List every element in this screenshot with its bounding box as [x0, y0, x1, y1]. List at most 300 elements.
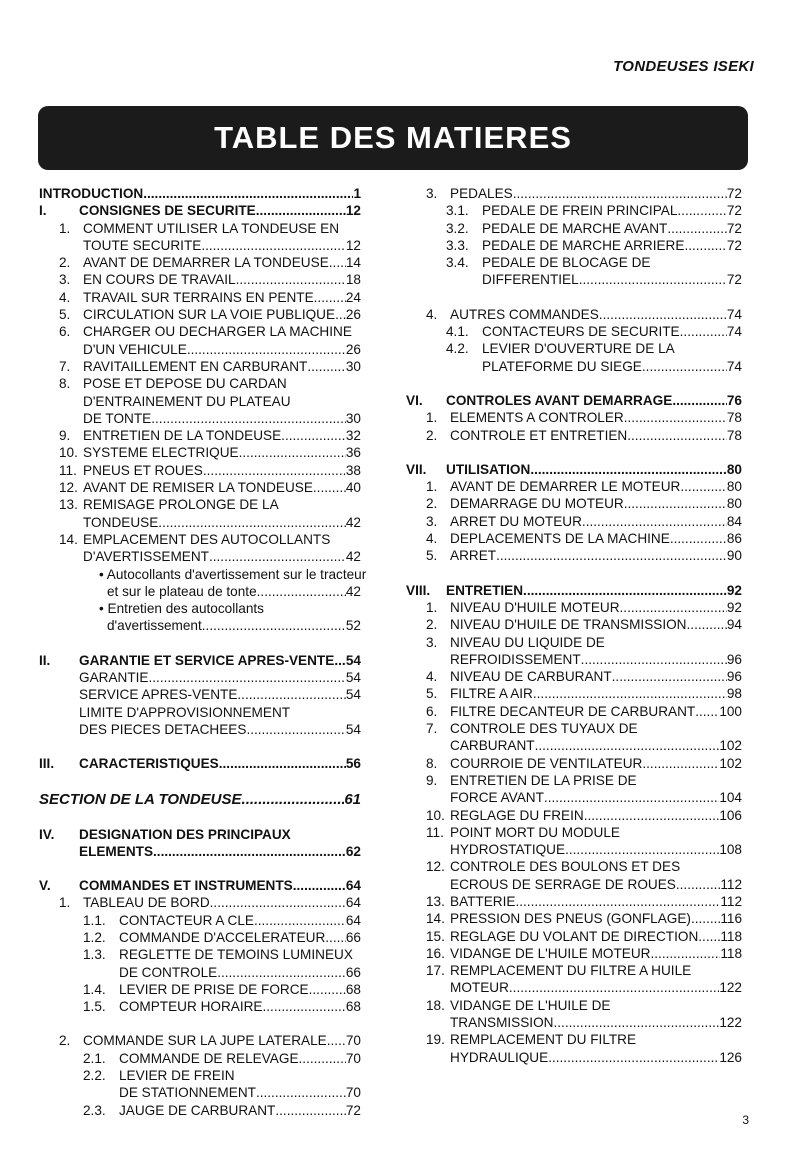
toc-entry-title: SECTION DE LA TONDEUSE	[39, 791, 242, 809]
toc-entry	[39, 479, 361, 496]
toc-entry-title: CIRCULATION SUR LA VOIE PUBLIQUE	[83, 307, 336, 323]
toc-entry-number: 3.	[426, 186, 438, 201]
toc-entry	[406, 910, 742, 927]
toc-entry-number: 2.	[426, 427, 438, 443]
toc-entry-title: CONSIGNES DE SECURITE	[79, 203, 256, 219]
toc-entry	[39, 323, 361, 340]
toc-right-column	[406, 185, 742, 1066]
toc-entry-page: 94	[726, 617, 742, 633]
dot-leader	[535, 737, 720, 754]
dot-leader	[698, 928, 720, 945]
toc-entry	[39, 755, 361, 772]
section-spacer	[406, 444, 742, 461]
toc-entry	[406, 616, 742, 633]
toc-entry-number: V.	[39, 878, 51, 894]
toc-entry-number: VIII.	[406, 582, 431, 598]
toc-entry	[406, 962, 742, 979]
toc-entry	[39, 410, 361, 427]
toc-entry	[39, 237, 361, 254]
dot-leader	[242, 791, 345, 808]
toc-entry-page: 42	[345, 583, 361, 599]
toc-entry-page: 90	[726, 548, 742, 564]
dot-leader	[530, 461, 727, 478]
toc-entry-title: CONTACTEURS DE SECURITE	[482, 324, 680, 340]
toc-entry-number: 14.	[426, 911, 445, 927]
toc-entry-number: 8.	[59, 376, 71, 392]
toc-entry-number: 6.	[59, 324, 71, 340]
toc-entry	[39, 929, 361, 946]
toc-entry-number: 14.	[59, 531, 78, 547]
toc-entry-title: • Entretien des autocollants	[99, 601, 264, 617]
toc-entry-title: ENTRETIEN	[446, 582, 524, 598]
dot-leader	[254, 912, 346, 929]
toc-entry-number: 4.	[426, 531, 438, 547]
toc-entry	[406, 997, 742, 1014]
toc-entry-title: LEVIER DE FREIN	[119, 1068, 235, 1084]
toc-entry	[406, 340, 742, 357]
toc-entry-title: POINT MORT DU MODULE	[450, 824, 620, 840]
dot-leader	[553, 1014, 719, 1031]
toc-entry	[406, 237, 742, 254]
toc-entry	[406, 582, 742, 599]
toc-entry-page: 54	[345, 670, 361, 686]
toc-entry-number: 3.	[426, 634, 438, 650]
toc-entry	[39, 427, 361, 444]
toc-entry-title: COMPTEUR HORAIRE	[119, 999, 263, 1015]
toc-entry	[39, 686, 361, 703]
toc-entry	[39, 444, 361, 461]
toc-entry-title: NIVEAU DE CARBURANT	[450, 669, 612, 685]
toc-entry-page: 64	[345, 912, 361, 928]
toc-entry-title: DE TONTE	[83, 410, 152, 426]
toc-entry-number: 5.	[426, 548, 438, 564]
page-title: TABLE DES MATIERES	[214, 120, 572, 155]
dot-leader	[548, 1049, 719, 1066]
toc-entry	[39, 1032, 361, 1049]
toc-entry	[406, 945, 742, 962]
toc-entry-page: 122	[719, 980, 742, 996]
toc-entry-title: DIFFERENTIEL	[482, 272, 579, 288]
toc-entry-title: CARBURANT	[450, 738, 535, 754]
dot-leader	[236, 271, 346, 288]
toc-entry-page: 38	[345, 462, 361, 478]
toc-entry	[406, 513, 742, 530]
toc-entry	[406, 530, 742, 547]
toc-entry-page: 72	[726, 220, 742, 236]
toc-entry	[406, 893, 742, 910]
toc-entry	[39, 496, 361, 513]
toc-entry	[39, 790, 361, 809]
toc-entry	[39, 358, 361, 375]
toc-entry	[406, 461, 742, 478]
toc-entry-number: 13.	[426, 893, 445, 909]
toc-entry-title: VIDANGE DE L'HUILE DE	[450, 997, 611, 1013]
toc-entry-number: 17.	[426, 963, 445, 979]
toc-entry-number: 1.1.	[83, 912, 106, 928]
toc-entry	[39, 704, 361, 721]
dot-leader	[335, 306, 346, 323]
toc-entry-number: 15.	[426, 928, 445, 944]
toc-entry-number: 6.	[426, 703, 438, 719]
toc-entry	[39, 617, 361, 634]
toc-entry-page: 72	[726, 237, 742, 253]
dot-leader	[579, 271, 727, 288]
toc-entry-number: 4.2.	[446, 341, 469, 357]
toc-entry-page: 78	[726, 427, 742, 443]
toc-entry-number: 5.	[426, 686, 438, 702]
toc-entry-title: DE CONTROLE	[119, 964, 218, 980]
toc-entry-page: 26	[345, 307, 361, 323]
toc-entry-number: 9.	[59, 428, 71, 444]
toc-entry	[39, 912, 361, 929]
title-banner	[38, 106, 748, 170]
toc-entry-page: 66	[345, 964, 361, 980]
toc-entry-page: 62	[345, 843, 361, 859]
toc-entry-page: 61	[344, 791, 361, 809]
toc-entry-number: VI.	[406, 392, 423, 408]
dot-leader	[544, 789, 719, 806]
toc-entry-title: REMISAGE PROLONGE DE LA	[83, 497, 279, 513]
toc-entry	[39, 202, 361, 219]
toc-entry	[39, 531, 361, 548]
toc-entry-title: UTILISATION	[446, 461, 531, 477]
toc-entry-number: III.	[39, 756, 55, 772]
toc-entry	[406, 703, 742, 720]
toc-entry-number: 1.2.	[83, 929, 106, 945]
toc-entry	[406, 720, 742, 737]
dot-leader	[201, 237, 346, 254]
toc-entry-title: REFROIDISSEMENT	[450, 651, 581, 667]
toc-entry-title: PNEUS ET ROUES	[83, 462, 203, 478]
toc-entry	[406, 1031, 742, 1048]
toc-entry-title: COMMANDES ET INSTRUMENTS	[79, 878, 293, 894]
toc-entry-page: 92	[726, 599, 742, 615]
toc-entry-number: 4.	[426, 669, 438, 685]
toc-entry-number: 3.	[59, 272, 71, 288]
toc-entry-page: 36	[345, 445, 361, 461]
toc-entry-page: 112	[720, 893, 742, 909]
dot-leader	[667, 220, 727, 237]
dot-leader	[582, 513, 727, 530]
toc-entry-title: D'ENTRAINEMENT DU PLATEAU	[83, 393, 291, 409]
toc-entry	[39, 877, 361, 894]
dot-leader	[627, 427, 727, 444]
section-spacer	[39, 773, 361, 790]
dot-leader	[275, 1102, 346, 1119]
toc-entry-title: DEPLACEMENTS DE LA MACHINE	[450, 531, 670, 547]
toc-entry-title: DES PIECES DETACHEES	[79, 721, 247, 737]
toc-entry-title: SERVICE APRES-VENTE	[79, 687, 238, 703]
toc-left-column	[39, 185, 367, 1119]
section-spacer	[406, 565, 742, 582]
toc-entry	[39, 894, 361, 911]
toc-entry-page: 112	[720, 876, 742, 892]
toc-entry-number: 2.2.	[83, 1068, 106, 1084]
dot-leader	[327, 1032, 346, 1049]
dot-leader	[151, 410, 346, 427]
toc-entry-page: 104	[719, 790, 742, 806]
toc-entry-title: AUTRES COMMANDES	[450, 306, 599, 322]
toc-entry-title: REGLETTE DE TEMOINS LUMINEUX	[119, 947, 353, 963]
toc-entry-number: 11.	[426, 824, 444, 840]
toc-entry-number: 19.	[426, 1032, 445, 1048]
dot-leader	[513, 185, 727, 202]
toc-entry	[39, 652, 361, 669]
toc-entry-page: 74	[726, 324, 742, 340]
toc-entry-page: 70	[345, 1050, 361, 1066]
toc-entry-number: 13.	[59, 497, 78, 513]
toc-entry	[406, 979, 742, 996]
toc-entry-page: 122	[719, 1015, 742, 1031]
toc-entry	[406, 807, 742, 824]
dot-leader	[239, 444, 346, 461]
page-number: 3	[742, 1113, 749, 1127]
toc-entry	[39, 306, 361, 323]
toc-entry-title: FORCE AVANT	[450, 790, 544, 806]
toc-entry	[39, 462, 361, 479]
dot-leader	[237, 686, 345, 703]
toc-entry-title: NIVEAU D'HUILE MOTEUR	[450, 599, 620, 615]
toc-entry-page: 80	[726, 461, 742, 477]
toc-entry-title: REMPLACEMENT DU FILTRE A HUILE	[450, 963, 692, 979]
dot-leader	[158, 514, 346, 531]
toc-entry-title: HYDROSTATIQUE	[450, 842, 566, 858]
toc-entry-title: LEVIER D'OUVERTURE DE LA	[482, 341, 675, 357]
toc-entry-page: 108	[719, 842, 742, 858]
dot-leader	[584, 807, 720, 824]
section-spacer	[39, 738, 361, 755]
dot-leader	[684, 237, 726, 254]
toc-entry	[39, 1102, 361, 1119]
toc-entry-title: NIVEAU D'HUILE DE TRANSMISSION	[450, 617, 687, 633]
toc-entry-title: EMPLACEMENT DES AUTOCOLLANTS	[83, 531, 331, 547]
toc-entry-page: 70	[345, 1085, 361, 1101]
toc-entry	[39, 393, 361, 410]
toc-entry-title: TOUTE SECURITE	[83, 237, 202, 253]
toc-entry-title: ELEMENTS A CONTROLER	[450, 410, 624, 426]
dot-leader	[281, 427, 346, 444]
dot-leader	[246, 721, 345, 738]
toc-entry-number: IV.	[39, 826, 55, 842]
toc-entry-page: 1	[353, 186, 361, 201]
toc-entry-title: CHARGER OU DECHARGER LA MACHINE	[83, 324, 352, 340]
toc-entry-number: 3.1.	[446, 203, 469, 219]
toc-entry-number: 3.3.	[446, 237, 469, 253]
toc-entry-title: REGLAGE DU FREIN	[450, 807, 584, 823]
toc-entry-number: 2.	[59, 255, 71, 271]
toc-entry	[406, 220, 742, 237]
dot-leader	[581, 651, 727, 668]
section-spacer	[39, 1015, 361, 1032]
document-header: TONDEUSES ISEKI	[613, 58, 754, 75]
toc-entry-number: 3.2.	[446, 220, 469, 236]
dot-leader	[533, 685, 727, 702]
toc-entry-page: 102	[719, 755, 742, 771]
dot-leader	[325, 929, 346, 946]
toc-entry-title: DE STATIONNEMENT	[119, 1085, 256, 1101]
toc-entry-number: 1.	[426, 410, 438, 426]
toc-entry-page: 26	[345, 341, 361, 357]
toc-entry-number: II.	[39, 652, 51, 668]
toc-entry-page: 54	[345, 721, 361, 737]
toc-entry-title: d'avertissement	[107, 618, 202, 634]
dot-leader	[620, 599, 727, 616]
toc-entry	[39, 220, 361, 237]
toc-entry-page: 56	[345, 756, 361, 772]
toc-entry-title: TRANSMISSION	[450, 1015, 554, 1031]
toc-entry-number: 12.	[426, 859, 445, 875]
toc-entry	[406, 409, 742, 426]
dot-leader	[210, 894, 346, 911]
toc-entry-number: 1.	[59, 895, 71, 911]
toc-entry-page: 68	[345, 981, 361, 997]
toc-entry-page: 70	[345, 1033, 361, 1049]
toc-entry-page: 68	[345, 999, 361, 1015]
toc-entry	[406, 858, 742, 875]
dot-leader	[612, 668, 727, 685]
section-spacer	[406, 375, 742, 392]
toc-entry-page: 64	[345, 895, 361, 911]
toc-entry-title: AVANT DE DEMARRER LA TONDEUSE	[83, 255, 329, 271]
toc-entry-title: FILTRE A AIR	[450, 686, 533, 702]
toc-entry-title: LIMITE D'APPROVISIONNEMENT	[79, 704, 291, 720]
toc-entry-number: 4.	[59, 289, 71, 305]
toc-entry	[406, 495, 742, 512]
toc-entry-number: 2.	[426, 617, 438, 633]
toc-entry	[406, 478, 742, 495]
toc-entry	[39, 341, 361, 358]
toc-entry-title: HYDRAULIQUE	[450, 1049, 549, 1065]
toc-entry-number: I.	[39, 203, 47, 219]
toc-entry	[406, 599, 742, 616]
dot-leader	[642, 755, 719, 772]
toc-entry-page: 72	[726, 186, 742, 201]
toc-entry-page: 118	[720, 945, 742, 961]
toc-entry	[406, 1014, 742, 1031]
toc-entry-page: 86	[726, 531, 742, 547]
toc-entry-title: REGLAGE DU VOLANT DE DIRECTION	[450, 928, 699, 944]
toc-entry	[406, 358, 742, 375]
toc-entry	[406, 668, 742, 685]
toc-entry-title: CONTROLES AVANT DEMARRAGE	[446, 392, 673, 408]
toc-entry-title: GARANTIE ET SERVICE APRES-VENTE	[79, 652, 335, 668]
toc-entry-number: 1.	[426, 479, 438, 495]
dot-leader	[149, 669, 346, 686]
toc-entry-title: ARRET DU MOTEUR	[450, 513, 582, 529]
toc-entry-title: PLATEFORME DU SIEGE	[482, 358, 642, 374]
toc-entry	[406, 928, 742, 945]
toc-entry-page: 76	[726, 392, 742, 408]
toc-entry-page: 54	[345, 687, 361, 703]
toc-entry	[406, 254, 742, 271]
toc-entry	[39, 1084, 361, 1101]
toc-entry-title: PRESSION DES PNEUS (GONFLAGE)	[450, 911, 691, 927]
toc-entry	[406, 737, 742, 754]
toc-entry	[406, 789, 742, 806]
dot-leader	[672, 392, 727, 409]
section-spacer	[406, 289, 742, 306]
dot-leader	[515, 893, 720, 910]
dot-leader	[314, 289, 346, 306]
toc-entry-page: 74	[726, 358, 742, 374]
toc-entry-page: 72	[345, 1102, 361, 1118]
toc-entry-title: JAUGE DE CARBURANT	[119, 1102, 276, 1118]
toc-entry-title: COURROIE DE VENTILATEUR	[450, 755, 643, 771]
toc-entry-title: CONTROLE ET ENTRETIEN	[450, 427, 628, 443]
toc-entry	[39, 981, 361, 998]
toc-entry-title: EN COURS DE TRAVAIL	[83, 272, 236, 288]
toc-entry-title: MOTEUR	[450, 980, 509, 996]
section-spacer	[39, 860, 361, 877]
dot-leader	[624, 409, 727, 426]
toc-entry-title: PEDALE DE MARCHE ARRIERE	[482, 237, 685, 253]
dot-leader	[677, 202, 726, 219]
toc-entry	[406, 772, 742, 789]
dot-leader	[293, 877, 346, 894]
toc-entry-number: 7.	[426, 721, 438, 737]
dot-leader	[153, 843, 346, 860]
toc-entry-number: 1.	[426, 599, 438, 615]
toc-entry	[406, 185, 742, 202]
toc-entry-title: AVANT DE REMISER LA TONDEUSE	[83, 480, 313, 496]
toc-entry-title: BATTERIE	[450, 893, 516, 909]
toc-entry-title: PEDALE DE MARCHE AVANT	[482, 220, 668, 236]
toc-entry	[39, 548, 361, 565]
toc-entry-page: 96	[726, 669, 742, 685]
toc-entry	[39, 1067, 361, 1084]
toc-entry-number: 3.	[426, 513, 438, 529]
toc-entry	[39, 721, 361, 738]
toc-entry-page: 12	[345, 237, 361, 253]
toc-entry-page: 24	[345, 289, 361, 305]
toc-entry-title: DEMARRAGE DU MOTEUR	[450, 496, 624, 512]
toc-entry-title: ARRET	[450, 548, 497, 564]
toc-entry-number: VII.	[406, 461, 427, 477]
toc-entry	[39, 843, 361, 860]
toc-entry-number: 1.	[59, 220, 71, 236]
toc-entry-page: 72	[726, 272, 742, 288]
toc-entry-page: 100	[719, 703, 742, 719]
toc-entry	[39, 826, 361, 843]
toc-entry-title: ENTRETIEN DE LA TONDEUSE	[83, 428, 282, 444]
toc-entry	[39, 998, 361, 1015]
toc-entry-page: 80	[726, 479, 742, 495]
toc-entry-title: COMMANDE SUR LA JUPE LATERALE	[83, 1033, 327, 1049]
toc-entry	[39, 1050, 361, 1067]
toc-entry-page: 84	[726, 513, 742, 529]
dot-leader	[651, 945, 721, 962]
toc-entry	[406, 1049, 742, 1066]
dot-leader	[624, 495, 727, 512]
toc-entry-number: 2.	[426, 496, 438, 512]
dot-leader	[143, 185, 353, 202]
dot-leader	[691, 910, 720, 927]
toc-entry-title: RAVITAILLEMENT EN CARBURANT	[83, 358, 308, 374]
dot-leader	[187, 341, 346, 358]
toc-entry-page: 40	[345, 480, 361, 496]
toc-entry-page: 72	[726, 203, 742, 219]
section-spacer	[39, 635, 361, 652]
dot-leader	[209, 548, 346, 565]
dot-leader	[203, 462, 346, 479]
toc-entry	[39, 289, 361, 306]
toc-entry-number: 11.	[59, 462, 77, 478]
toc-entry	[39, 185, 361, 202]
dot-leader	[642, 358, 727, 375]
toc-entry	[406, 841, 742, 858]
toc-entry	[39, 583, 361, 600]
dot-leader	[565, 841, 719, 858]
